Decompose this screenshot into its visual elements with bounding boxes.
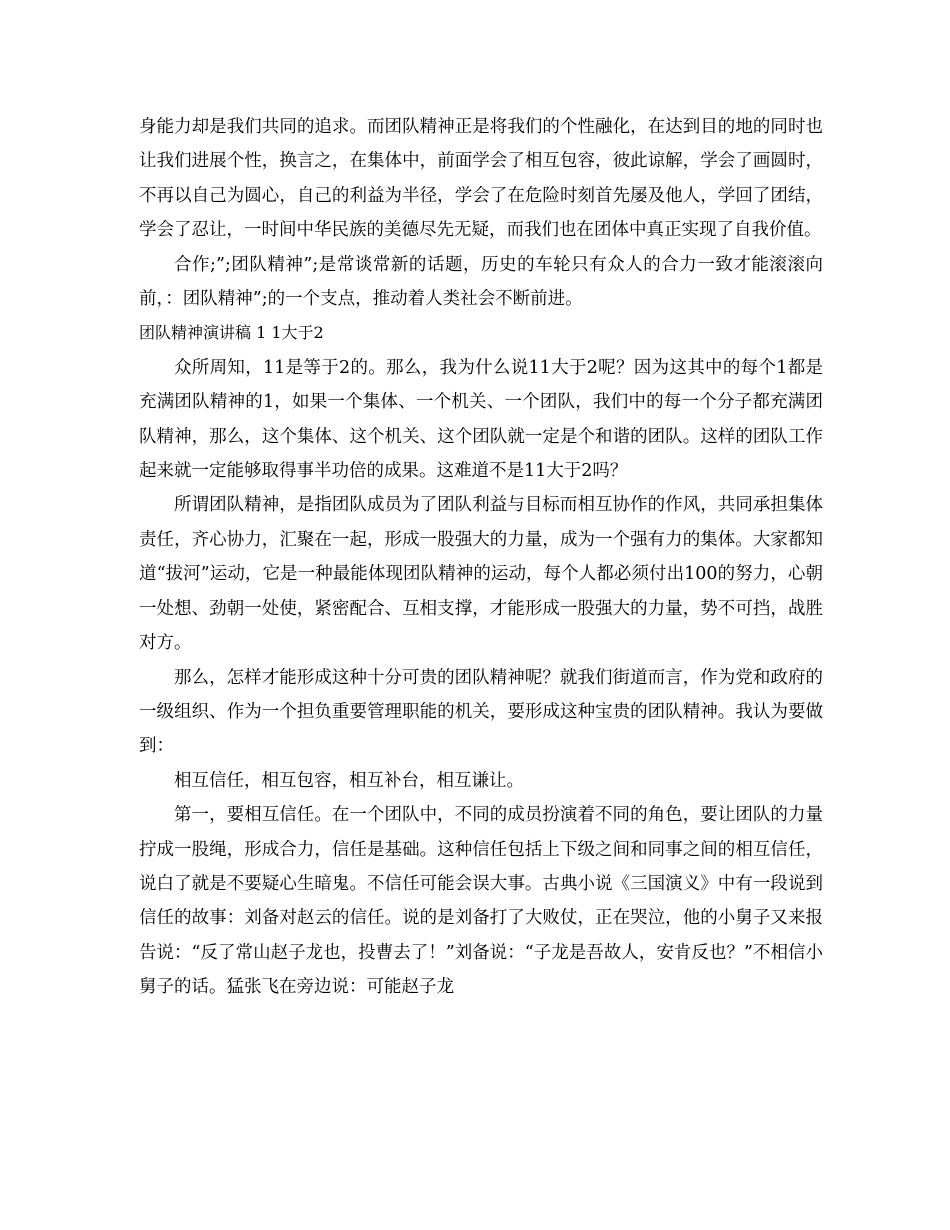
section-heading: 团队精神演讲稿 1 1大于2 — [139, 323, 324, 343]
paragraph-mutual-trust: 第一，要相互信任。在一个团队中，不同的成员扮演着不同的角色，要让团队的力量拧成一股绳，形成合力，信任是基础。这种信任包括上下级之间和同事之间的相互信任，说白了就是不要疑心生暗鬼。不信任可能会误大事。古典小说《三国演义》中有一段说到信任的故事：刘备对赵云的信任。说的是刘备打了大败仗，正在哭泣，他的小舅子又来报告说：“反了常山赵子龙也，投曹去了！”刘备说：“子龙是吾故人，安肯反也？”不相信小舅子的话。猛张飞在旁边说：可能赵子龙 — [139, 805, 823, 998]
document-page — [139, 110, 823, 1005]
paragraph-eleven-greater-than-two: 众所周知，11是等于2的。那么，我为什么说11大于2呢？因为这其中的每个1都是充满团队精神的1，如果一个集体、一个机关、一个团队，我们中的每一个分子都充满团队精神，那么，这个集体、这个机关、这个团队就一定是个和谐的团队。这样的团队工作起来就一定能够取得事半功倍的成果。这难道不是11大于2吗？ — [139, 357, 823, 482]
paragraph-continuation: 身能力却是我们共同的追求。而团队精神正是将我们的个性融化，在达到目的地的同时也让我们进展个性，换言之，在集体中，前面学会了相互包容，彼此谅解，学会了画圆时，不再以自己为圆心，自己的利益为半径，学会了在危险时刻首先屡及他人，学回了团结，学会了忍让，一时间中华民族的美德尽先无疑，而我们也在团体中真正实现了自我价值。 — [139, 117, 823, 241]
paragraph-cooperation: 合作;”;团队精神”;是常谈常新的话题，历史的车轮只有众人的合力一致才能滚滚向前，：团队精神”;的一个支点，推动着人类社会不断前进。 — [139, 254, 823, 310]
paragraph-four-principles: 相互信任，相互包容，相互补台，相互谦让。 — [174, 770, 524, 791]
paragraph-how-to-form: 那么，怎样才能形成这种十分可贵的团队精神呢？就我们街道而言，作为党和政府的一级组织、作为一个担负重要管理职能的机关，要形成这种宝贵的团队精神。我认为要做到： — [139, 667, 823, 757]
paragraph-team-spirit-definition: 所谓团队精神，是指团队成员为了团队利益与目标而相互协作的作风，共同承担集体责任，齐心协力，汇聚在一起，形成一股强大的力量，成为一个强有力的集体。大家都知道“拔河”运动，它是一种最能体现团队精神的运动，每个人都必须付出100的努力，心朝一处想、劲朝一处使，紧密配合、互相支撑，才能形成一股强大的力量，势不可挡，战胜对方。 — [139, 495, 823, 654]
